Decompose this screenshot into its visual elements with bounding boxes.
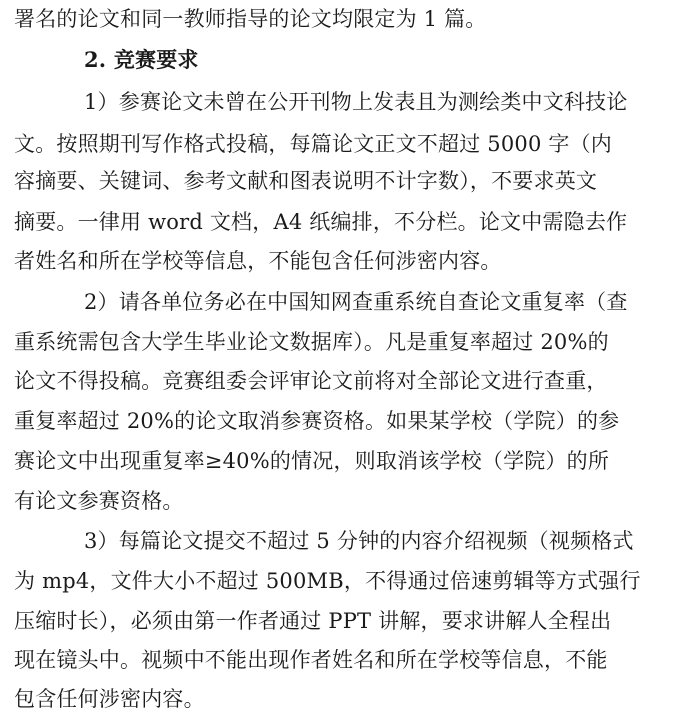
paragraph-2-line-1: 2）请各单位务必在中国知网查重系统自查论文重复率（查 (84, 290, 628, 314)
paragraph-2-line-3: 论文不得投稿。竞赛组委会评审论文前将对全部论文进行查重， (14, 369, 608, 393)
paragraph-2-line-4: 重复率超过 20%的论文取消参赛资格。如果某学校（学院）的参 (14, 409, 620, 433)
paragraph-3-line-3: 压缩时长），必须由第一作者通过 PPT 讲解，要求讲解人全程出 (14, 609, 612, 633)
section-heading-competition-requirements: 2. 竞赛要求 (84, 47, 199, 72)
paragraph-3-line-4: 现在镜头中。视频中不能出现作者姓名和所在学校等信息，不能 (14, 648, 608, 672)
paragraph-3-line-2: 为 mp4，文件大小不超过 500MB，不得通过倍速剪辑等方式强行 (14, 569, 641, 593)
paragraph-1-line-3: 容摘要、关键词、参考文献和图表说明不计字数），不要求英文 (14, 169, 598, 193)
paragraph-1-line-1: 1）参赛论文未曾在公开刊物上发表且为测绘类中文科技论 (84, 90, 628, 114)
paragraph-1-line-5: 者姓名和所在学校等信息，不能包含任何涉密内容。 (14, 249, 502, 273)
paragraph-1-line-2: 文。按照期刊写作格式投稿，每篇论文正文不超过 5000 字（内 (14, 132, 612, 156)
paragraph-2-line-6: 有论文参赛资格。 (14, 489, 184, 513)
paragraph-1-line-4: 摘要。一律用 word 文档，A4 纸编排，不分栏。论文中需隐去作 (14, 210, 628, 234)
paragraph-2-line-5: 赛论文中出现重复率≥40%的情况，则取消该学校（学院）的所 (14, 449, 610, 473)
paragraph-2-line-2: 重系统需包含大学生毕业论文数据库）。凡是重复率超过 20%的 (14, 330, 609, 354)
paragraph-3-line-1: 3）每篇论文提交不超过 5 分钟的内容介绍视频（视频格式 (84, 529, 634, 553)
text-line-continuation: 署名的论文和同一教师指导的论文均限定为 1 篇。 (14, 7, 487, 31)
paragraph-3-line-5: 包含任何涉密内容。 (14, 687, 205, 711)
